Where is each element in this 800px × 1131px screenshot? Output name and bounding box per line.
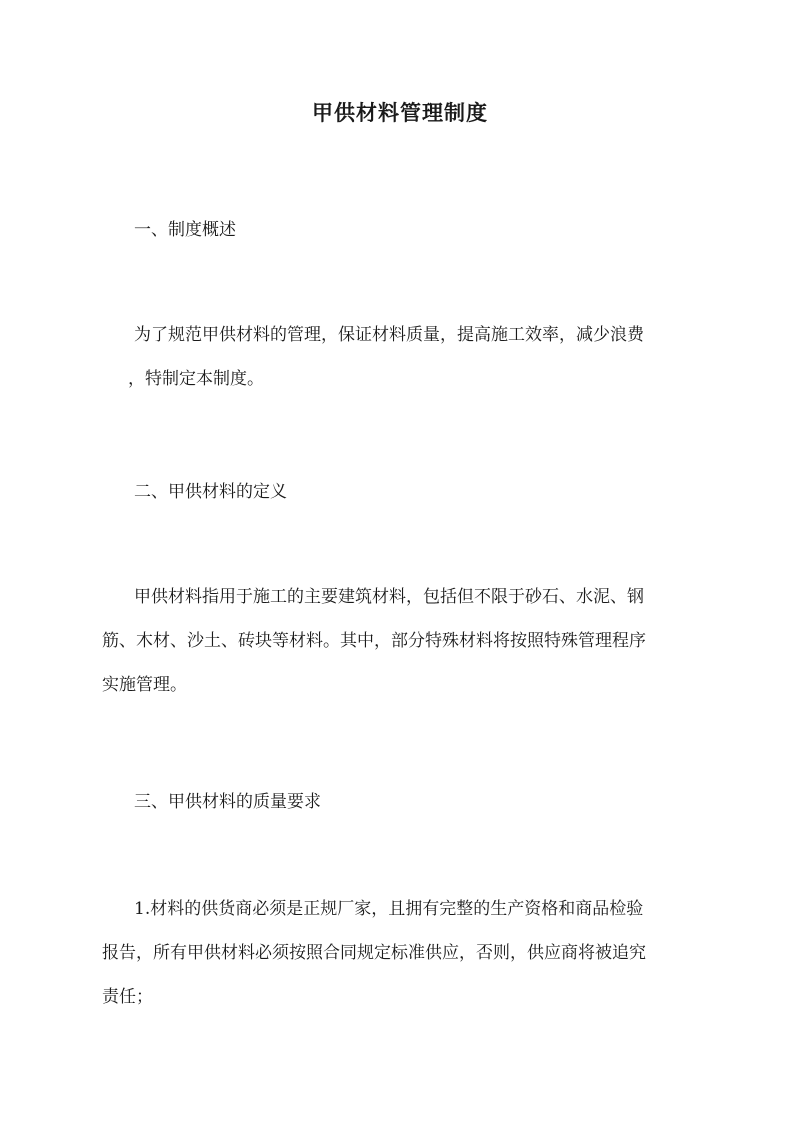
paragraph-line: 报告，所有甲供材料必须按照合同规定标准供应，否则，供应商将被追究 bbox=[102, 943, 646, 963]
section-heading-definition: 二、甲供材料的定义 bbox=[134, 482, 287, 502]
paragraph-line: 筋、木材、沙土、砖块等材料。其中，部分特殊材料将按照特殊管理程序 bbox=[102, 631, 646, 651]
section-paragraph-definition bbox=[102, 575, 709, 707]
paragraph-line: 1.材料的供货商必须是正规厂家，且拥有完整的生产资格和商品检验 bbox=[134, 899, 644, 919]
paragraph-line: 甲供材料指用于施工的主要建筑材料，包括但不限于砂石、水泥、钢 bbox=[134, 587, 644, 607]
section-paragraph-overview bbox=[128, 313, 709, 401]
paragraph-line: 实施管理。 bbox=[102, 675, 187, 695]
section-heading-quality: 三、甲供材料的质量要求 bbox=[134, 792, 321, 812]
document-title: 甲供材料管理制度 bbox=[312, 100, 488, 125]
paragraph-line: 为了规范甲供材料的管理，保证材料质量，提高施工效率，减少浪费 bbox=[134, 325, 644, 345]
paragraph-line: 责任； bbox=[102, 987, 153, 1007]
paragraph-line: ，特制定本制度。 bbox=[128, 369, 264, 389]
section-heading-overview: 一、制度概述 bbox=[134, 220, 236, 240]
section-paragraph-quality bbox=[102, 887, 709, 1019]
